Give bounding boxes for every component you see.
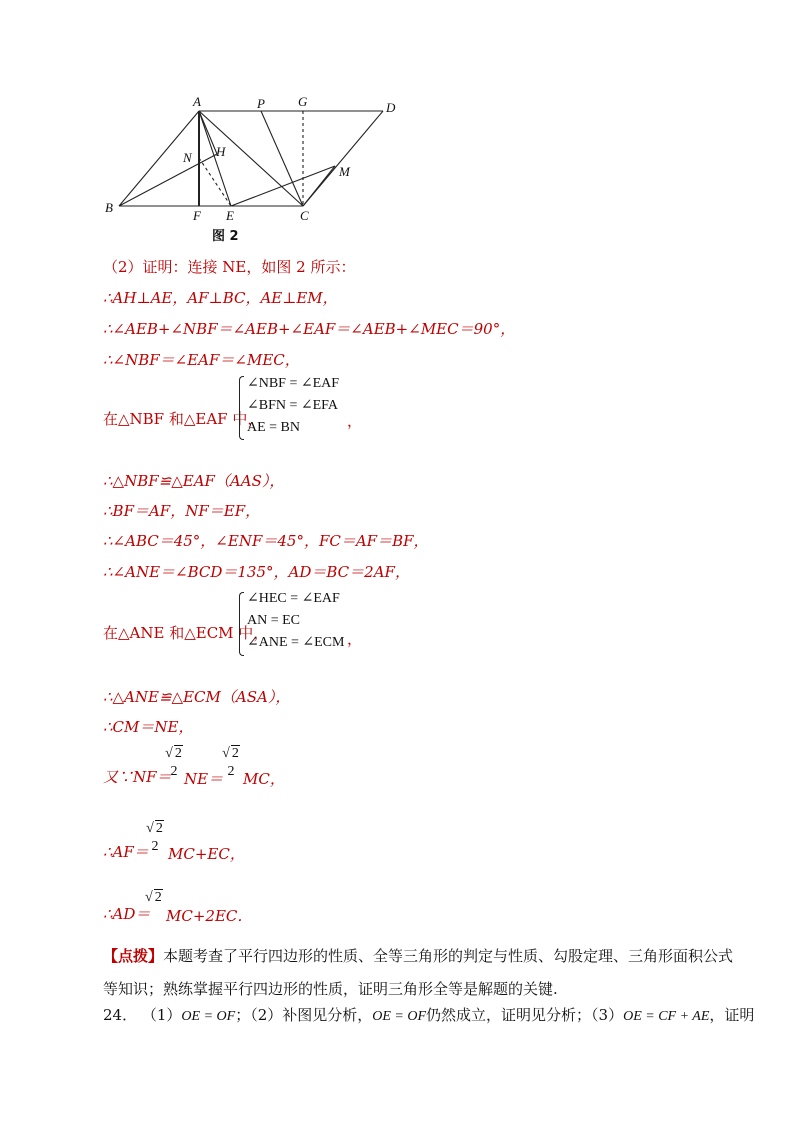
proof-line-9: ∴∠ANE＝∠BCD＝135°，AD＝BC＝2AF， [103,563,410,581]
label-e: E [226,208,234,223]
sys1-eq2: ∠BFN = ∠EFA [247,398,338,413]
label-h: H [216,144,226,159]
q24-seg1: ；（2）补图见分析， [235,1006,373,1024]
equation-system-2 [247,588,344,654]
fraction-sqrt2-over-2-a: √ 2 2 [162,745,186,780]
proof-line-4: ∴∠NBF＝∠EAF＝∠MEC， [103,351,300,369]
proof-line-15-suffix: MC+2EC． [166,907,253,925]
answer-24 [103,1005,753,1027]
proof-line-15-prefix: ∴AD＝ [103,905,151,923]
label-p: P [257,96,265,111]
label-f: F [193,208,201,223]
q24-math3: OE = CF + AE [623,1009,710,1024]
proof-line-13-suffix: MC， [243,770,285,788]
q24-part1: （1） [141,1006,182,1024]
q24-seg3: ，证明 [709,1006,755,1024]
proof-line-2: ∴AH⊥AE，AF⊥BC，AE⊥EM， [103,289,338,307]
tip-paragraph [103,940,743,1006]
fraction-sqrt2-over-2-b: √ 2 2 [219,745,243,780]
segment-ah [199,111,217,154]
sys2-end: ， [347,630,363,648]
frac-c-numerator: 2 [155,821,163,836]
system-brace-1 [239,376,244,440]
system-brace-2 [239,592,244,656]
label-g: G [298,94,308,109]
frac-a-numerator: 2 [174,746,182,761]
tip-text: 本题考查了平行四边形的性质、全等三角形的判定与性质、勾股定理、三角形面积公式等知识；熟练掌握平行四边形的性质，证明三角形全等是解题的关键. [103,947,734,998]
segment-ne-dashed [199,158,231,206]
q24-math2: OE = OF [372,1009,427,1024]
proof-line-1: （2）证明：连接 NE，如图 2 所示： [103,258,356,276]
proof-line-7: ∴BF＝AF，NF＝EF， [103,502,261,520]
sqrt-2: √ 2 [145,890,162,905]
figure-diagram [95,92,405,247]
label-m: M [339,164,350,179]
label-d: D [386,100,396,115]
equation-system-1 [247,373,339,439]
proof-line-8: ∴∠ABC＝45°，∠ENF＝45°，FC＝AF＝BF， [103,532,429,550]
proof-line-5-prefix: 在△NBF 和△EAF 中， [103,410,263,428]
segment-bh [119,154,217,206]
sys2-eq3: ∠ANE = ∠ECM [247,635,345,650]
proof-line-14-prefix: ∴AF＝ [103,843,149,861]
geometry-figure [95,92,405,247]
label-b: B [105,200,113,215]
sys1-eq1: ∠NBF = ∠EAF [247,376,340,391]
proof-line-13-mid: NE＝ [184,770,224,788]
sys2-eq2: AN = EC [247,613,301,628]
proof-line-12: ∴CM＝NE， [103,718,194,736]
q24-seg2: 仍然成立，证明见分析；（3） [426,1006,624,1024]
proof-line-3: ∴∠AEB+∠NBF＝∠AEB+∠EAF＝∠AEB+∠MEC＝90°， [103,320,516,338]
frac-a-denominator: 2 [170,764,178,779]
proof-line-11: ∴△ANE≌△ECM（ASA）， [103,688,291,706]
proof-line-13-prefix: 又∵NF＝ [103,768,172,786]
sys1-end: ， [347,412,363,430]
label-n: N [183,150,192,165]
proof-line-14-suffix: MC+EC， [168,845,245,863]
q24-number: 24． [103,1006,138,1024]
sys2-eq1: ∠HEC = ∠EAF [247,591,340,606]
label-a: A [193,94,201,109]
fraction-sqrt2-over-2-c: √ 2 2 [143,820,167,855]
frac-b-denominator: 2 [227,764,235,779]
q24-math1: OE = OF [181,1009,236,1024]
tip-label: 【点拨】 [103,947,164,965]
frac-b-numerator: 2 [231,746,239,761]
proof-line-10-prefix: 在△ANE 和△ECM 中， [103,624,269,642]
proof-line-6: ∴△NBF≌△EAF（AAS）， [103,472,285,490]
sqrt-2-radicand: 2 [154,890,162,905]
sys1-eq3: AE = BN [247,420,301,435]
frac-c-denominator: 2 [151,839,159,854]
figure-caption: 图 2 [212,229,239,244]
label-c: C [300,208,309,223]
